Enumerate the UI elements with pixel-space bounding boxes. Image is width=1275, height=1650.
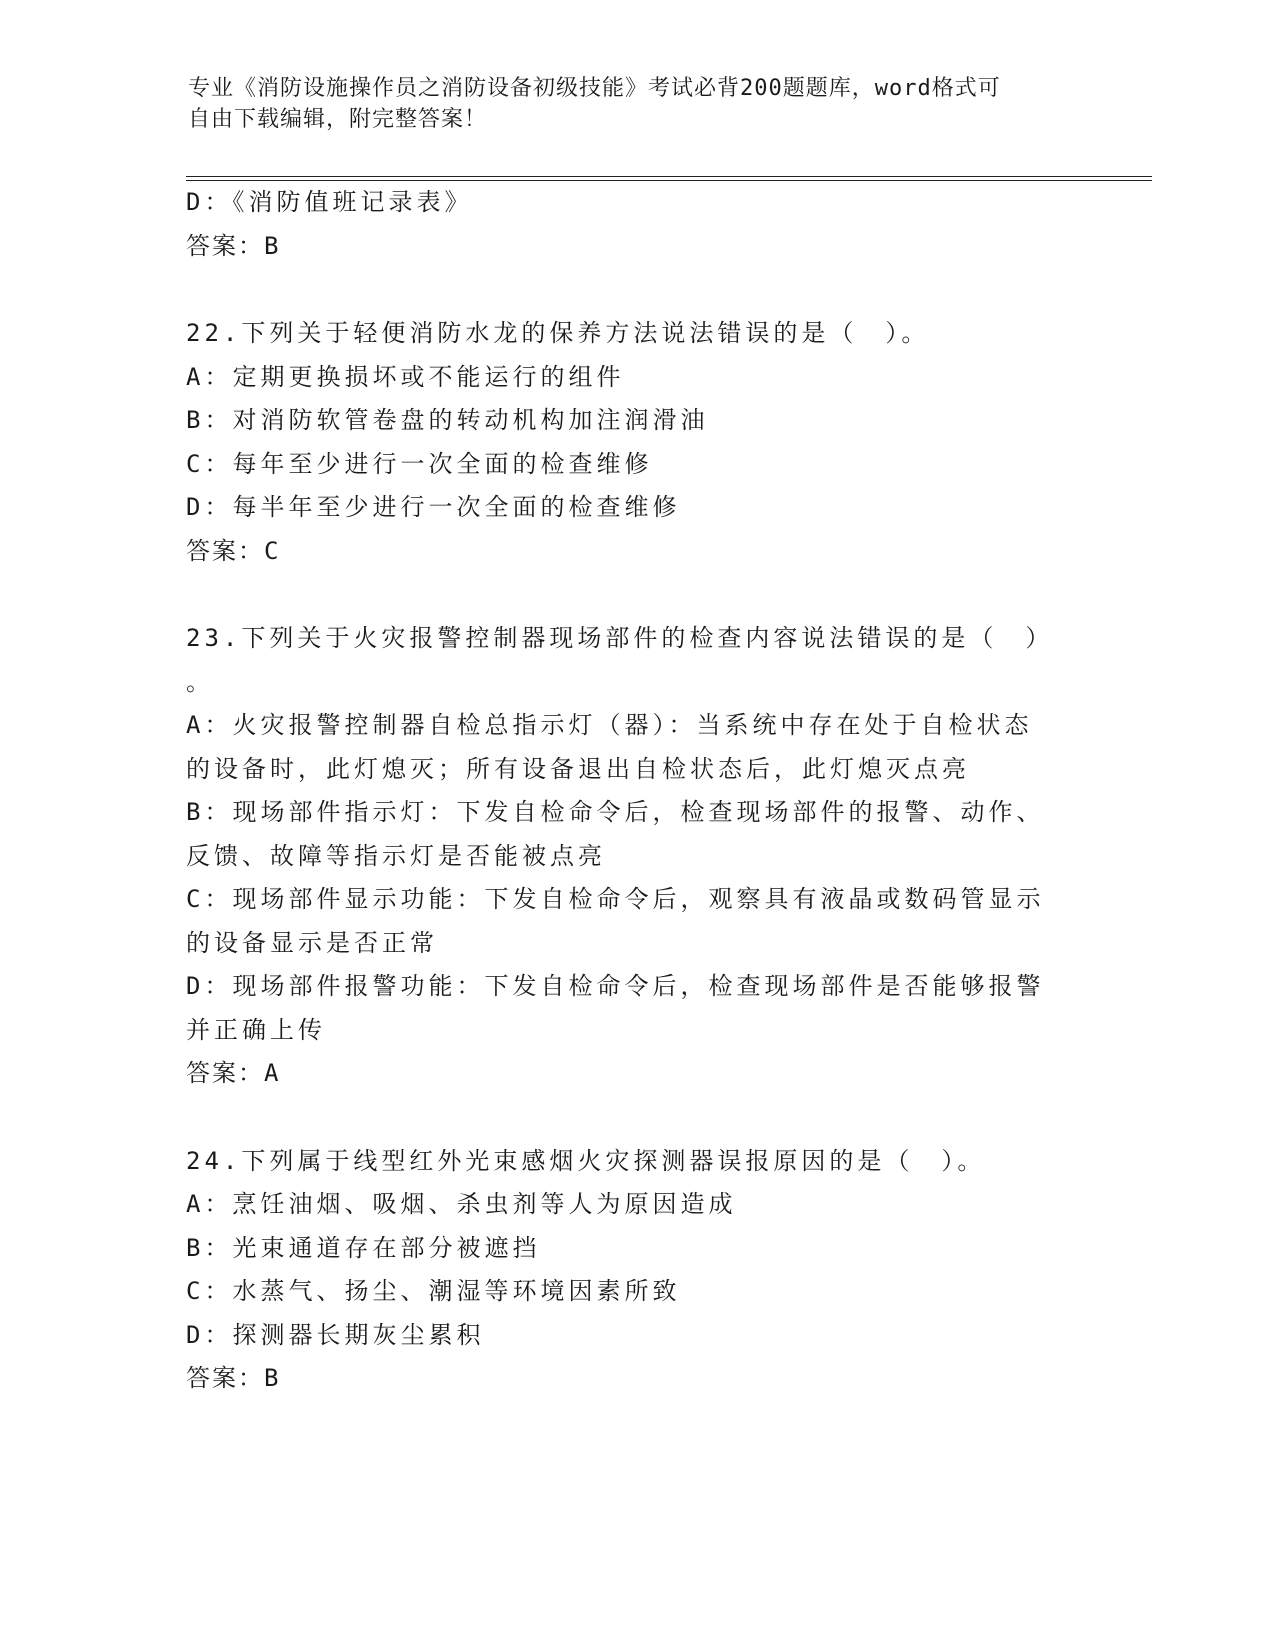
question-23-option-c-line-2: 的设备显示是否正常 — [186, 929, 438, 957]
question-23-option-b-line-1: B：现场部件指示灯：下发自检命令后，检查现场部件的报警、动作、 — [186, 798, 1045, 826]
question-23-answer: 答案：A — [186, 1059, 281, 1087]
question-24-option-a: A：烹饪油烟、吸烟、杀虫剂等人为原因造成 — [186, 1190, 737, 1218]
question-22-option-d: D：每半年至少进行一次全面的检查维修 — [186, 493, 681, 521]
question-24-option-d: D：探测器长期灰尘累积 — [186, 1321, 485, 1349]
question-23-stem-line-2: 。 — [186, 668, 214, 696]
question-22-stem: 22.下列关于轻便消防水龙的保养方法说法错误的是（ ）。 — [186, 319, 930, 347]
question-23-stem-line-1: 23.下列关于火灾报警控制器现场部件的检查内容说法错误的是（ ） — [186, 624, 1054, 652]
header-divider — [186, 176, 1152, 181]
question-23-option-c-line-1: C：现场部件显示功能：下发自检命令后，观察具有液晶或数码管显示 — [186, 885, 1045, 913]
question-24-option-c: C：水蒸气、扬尘、潮湿等环境因素所致 — [186, 1277, 681, 1305]
prev-question-answer: 答案：B — [186, 232, 281, 260]
header-title-line-2: 自由下载编辑，附完整答案！ — [188, 107, 488, 132]
question-23-option-a-line-2: 的设备时，此灯熄灭；所有设备退出自检状态后，此灯熄灭点亮 — [186, 755, 970, 783]
document-header — [188, 73, 1068, 135]
question-23-option-d-line-2: 并正确上传 — [186, 1016, 326, 1044]
question-22-option-a: A：定期更换损坏或不能运行的组件 — [186, 363, 625, 391]
question-24-stem: 24.下列属于线型红外光束感烟火灾探测器误报原因的是（ ）。 — [186, 1147, 986, 1175]
question-24-option-b: B：光束通道存在部分被遮挡 — [186, 1234, 541, 1262]
question-23-option-d-line-1: D：现场部件报警功能：下发自检命令后，检查现场部件是否能够报警 — [186, 972, 1045, 1000]
question-24-answer: 答案：B — [186, 1364, 281, 1392]
header-title-line-1: 专业《消防设施操作员之消防设备初级技能》考试必背200题题库，word格式可 — [188, 76, 1001, 101]
question-22-option-c: C：每年至少进行一次全面的检查维修 — [186, 450, 653, 478]
question-22-answer: 答案：C — [186, 537, 281, 565]
question-22-option-b: B：对消防软管卷盘的转动机构加注润滑油 — [186, 406, 709, 434]
question-23-option-a-line-1: A：火灾报警控制器自检总指示灯（器）：当系统中存在处于自检状态 — [186, 711, 1033, 739]
prev-question-option-d: D：《消防值班记录表》 — [186, 188, 473, 216]
question-23-option-b-line-2: 反馈、故障等指示灯是否能被点亮 — [186, 842, 606, 870]
